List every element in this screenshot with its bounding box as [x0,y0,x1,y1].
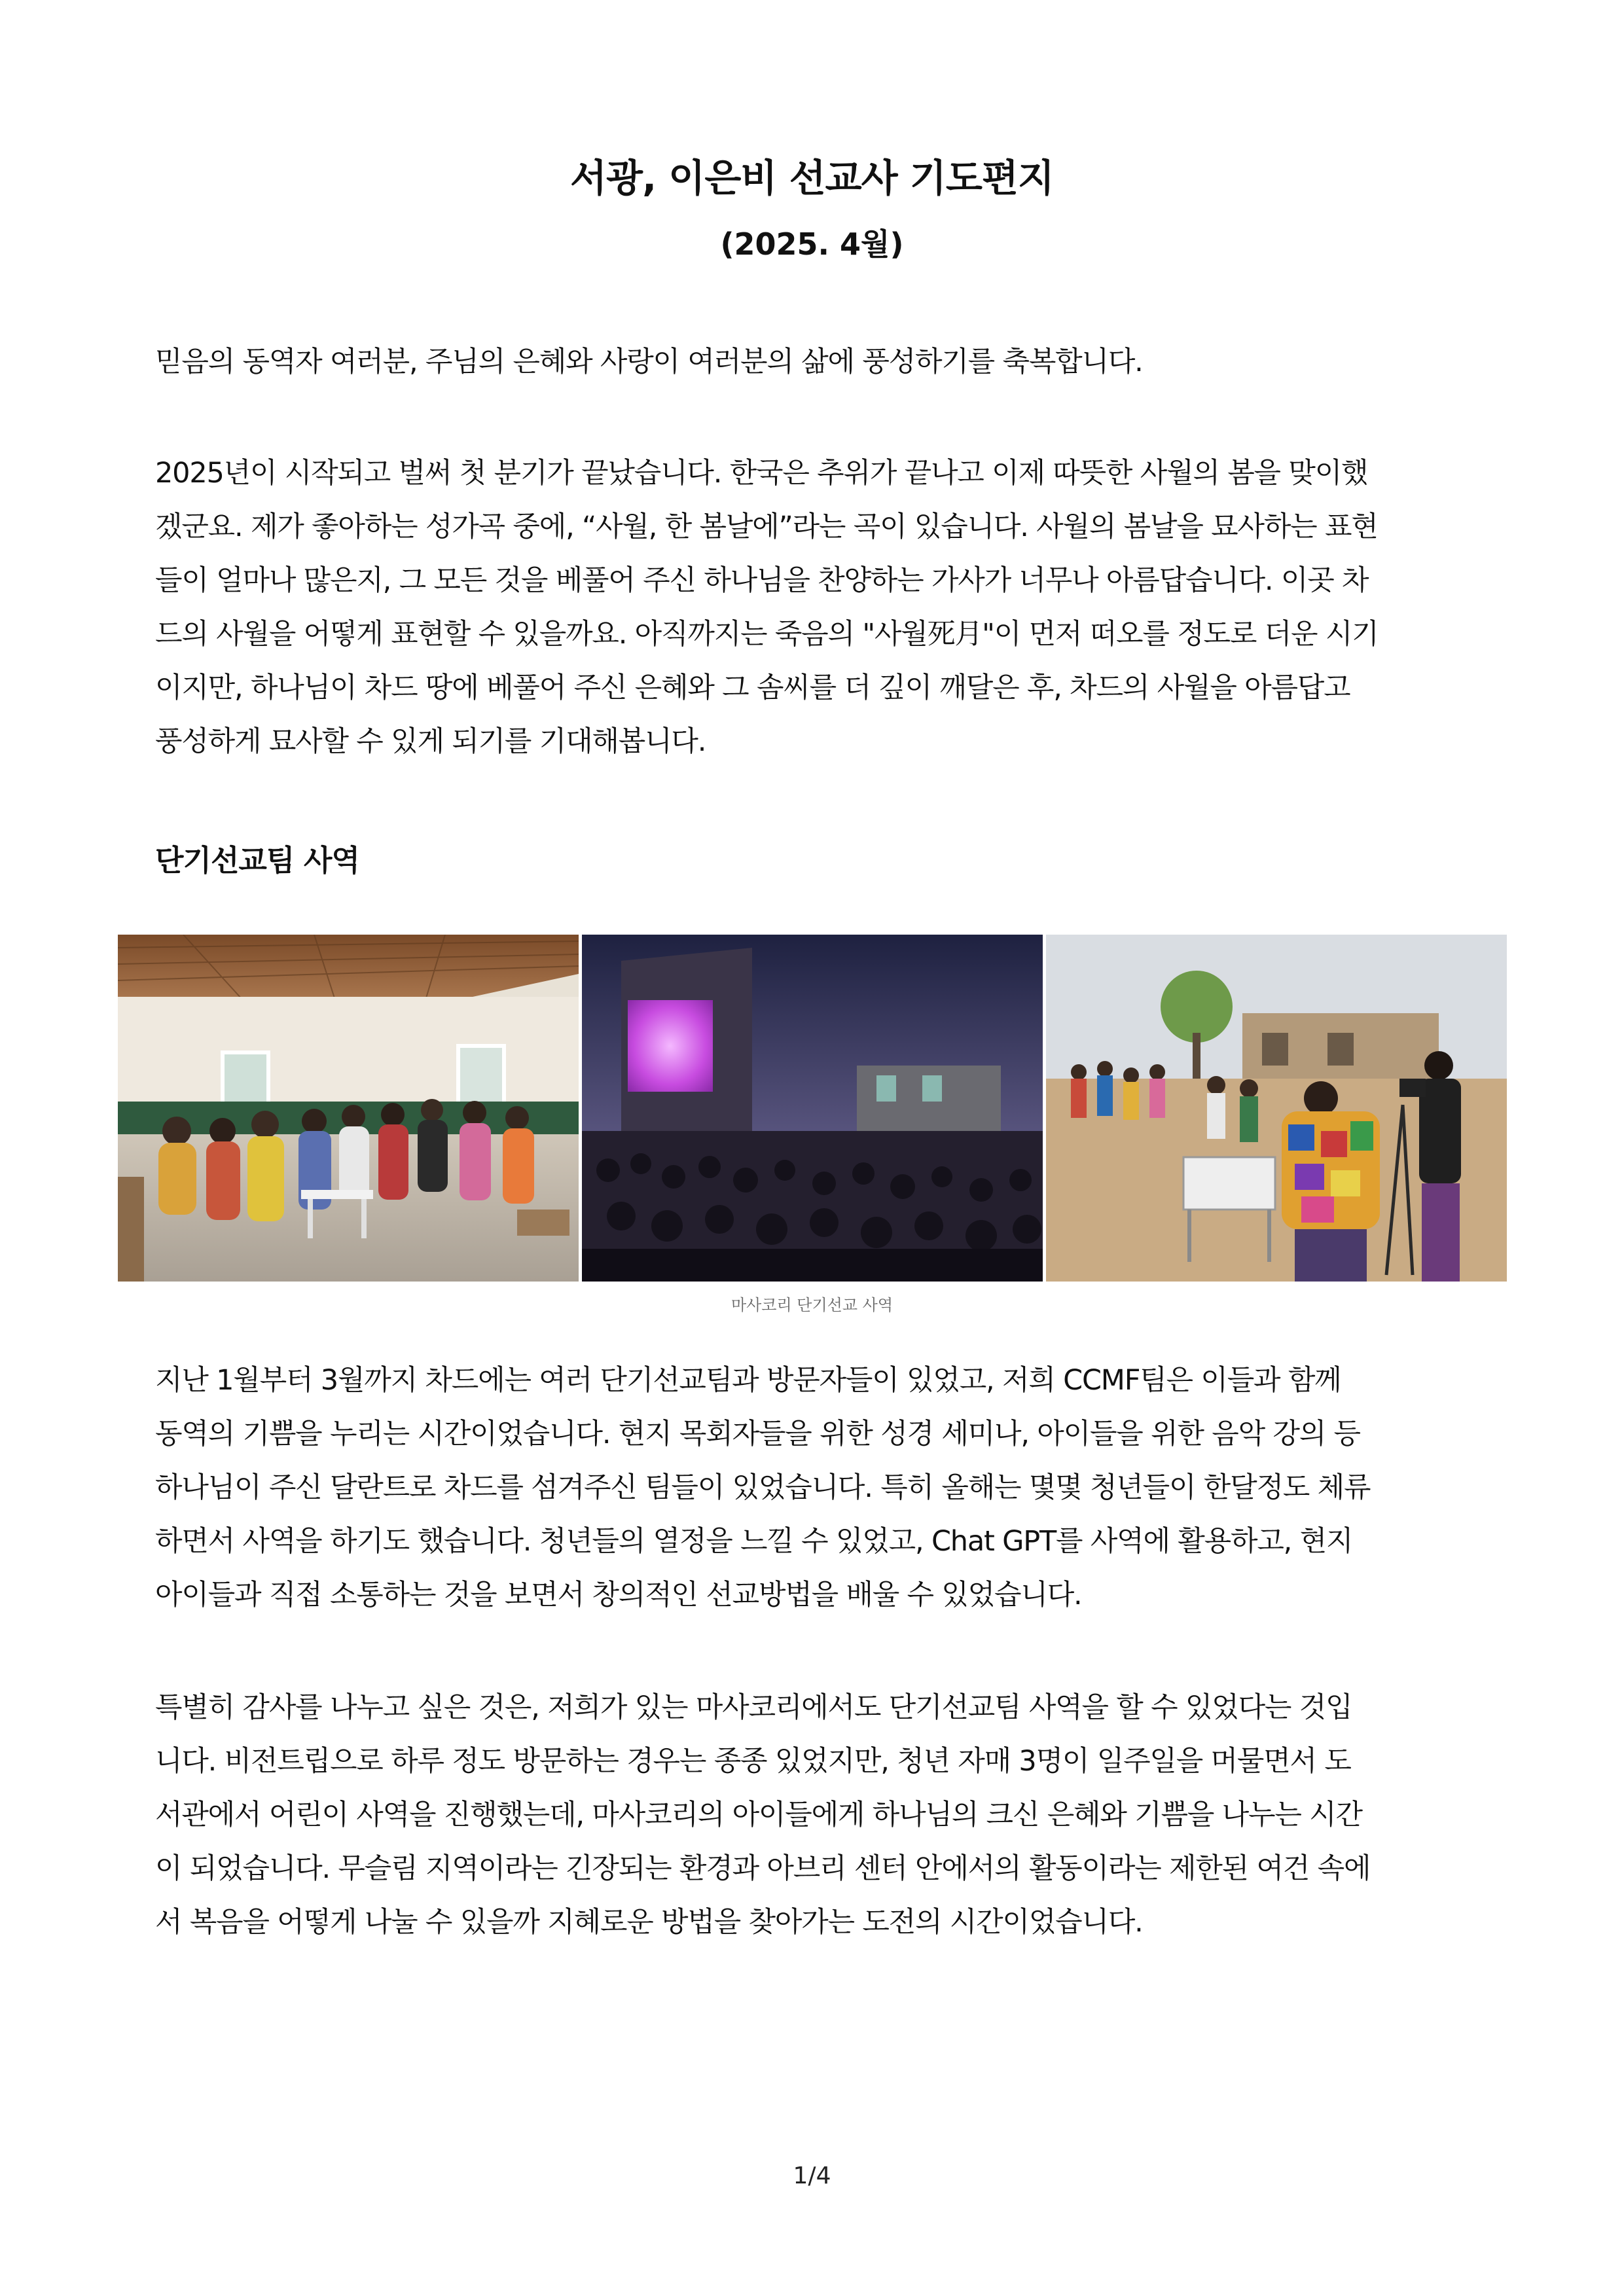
text-line: 아이들과 직접 소통하는 것을 보면서 창의적인 선교방법을 배울 수 있었습니다. [155,1579,1082,1611]
text-line: 이지만, 하나님이 차드 땅에 베풀어 주신 은혜와 그 솜씨를 더 깊이 깨달은 후, 차드의 사월을 아름답고 [155,672,1350,704]
page-number: 1/4 [793,2162,831,2189]
text-line: 드의 사월을 어떻게 표현할 수 있을까요. 아직까지는 죽음의 "사월死月"이 먼저 떠오를 정도로 더운 시기 [155,618,1379,651]
text-line: 이 되었습니다. 무슬림 지역이라는 긴장되는 환경과 아브리 센터 안에서의 활동이라는 제한된 여건 속에 [155,1852,1371,1885]
text-line: 동역의 기쁨을 누리는 시간이었습니다. 현지 목회자들을 위한 성경 세미나, 아이들을 위한 음악 강의 등 [155,1418,1360,1450]
text-line: 지난 1월부터 3월까지 차드에는 여러 단기선교팀과 방문자들이 있었고, 저희 CCMF팀은 이들과 함께 [155,1364,1341,1397]
photo-gallery [118,935,1507,1282]
text-line: 믿음의 동역자 여러분, 주님의 은혜와 사랑이 여러분의 삶에 풍성하기를 축복합니다. [155,346,1143,378]
text-line: 서 복음을 어떻게 나눌 수 있을까 지혜로운 방법을 찾아가는 도전의 시간이었습니다. [155,1906,1143,1939]
photo-indoor-gathering [118,935,579,1282]
text-line: 2025년이 시작되고 벌써 첫 분기가 끝났습니다. 한국은 추위가 끝나고 이제 따뜻한 사월의 봄을 맞이했 [155,457,1368,490]
masakory-paragraph [155,1681,1471,1949]
text-line: 들이 얼마나 많은지, 그 모든 것을 베풀어 주신 하나님을 찬양하는 가사가 너무나 아름답습니다. 이곳 차 [155,564,1369,597]
text-line: 서관에서 어린이 사역을 진행했는데, 마사코리의 아이들에게 하나님의 크신 은혜와 기쁨을 나누는 시간 [155,1799,1362,1831]
text-line: 특별히 감사를 나누고 싶은 것은, 저희가 있는 마사코리에서도 단기선교팀 사역을 할 수 있었다는 것입 [155,1691,1352,1724]
team-ministry-paragraph [155,1354,1471,1622]
intro-paragraph [155,446,1471,768]
text-line: 겠군요. 제가 좋아하는 성가곡 중에, “사월, 한 봄날에”라는 곡이 있습니다. 사월의 봄날을 묘사하는 표현 [155,511,1378,543]
text-line: 하나님이 주신 달란트로 차드를 섬겨주신 팀들이 있었습니다. 특히 올해는 몇몇 청년들이 한달정도 체류 [155,1471,1371,1504]
photo-night-screening [582,935,1043,1282]
photo-caption: 마사코리 단기선교 사역 [731,1296,893,1314]
greeting-paragraph [155,335,1471,389]
letter-date: (2025. 4월) [720,226,904,262]
text-line: 니다. 비전트립으로 하루 정도 방문하는 경우는 종종 있었지만, 청년 자매 3명이 일주일을 머물면서 도 [155,1745,1351,1778]
photo-outdoor-gathering [1046,935,1507,1282]
section-heading: 단기선교팀 사역 [155,843,359,878]
letter-title: 서광, 이은비 선교사 기도편지 [570,156,1054,200]
text-line: 하면서 사역을 하기도 했습니다. 청년들의 열정을 느낄 수 있었고, Chat GPT를 사역에 활용하고, 현지 [155,1525,1353,1558]
text-line: 풍성하게 묘사할 수 있게 되기를 기대해봅니다. [155,725,706,758]
